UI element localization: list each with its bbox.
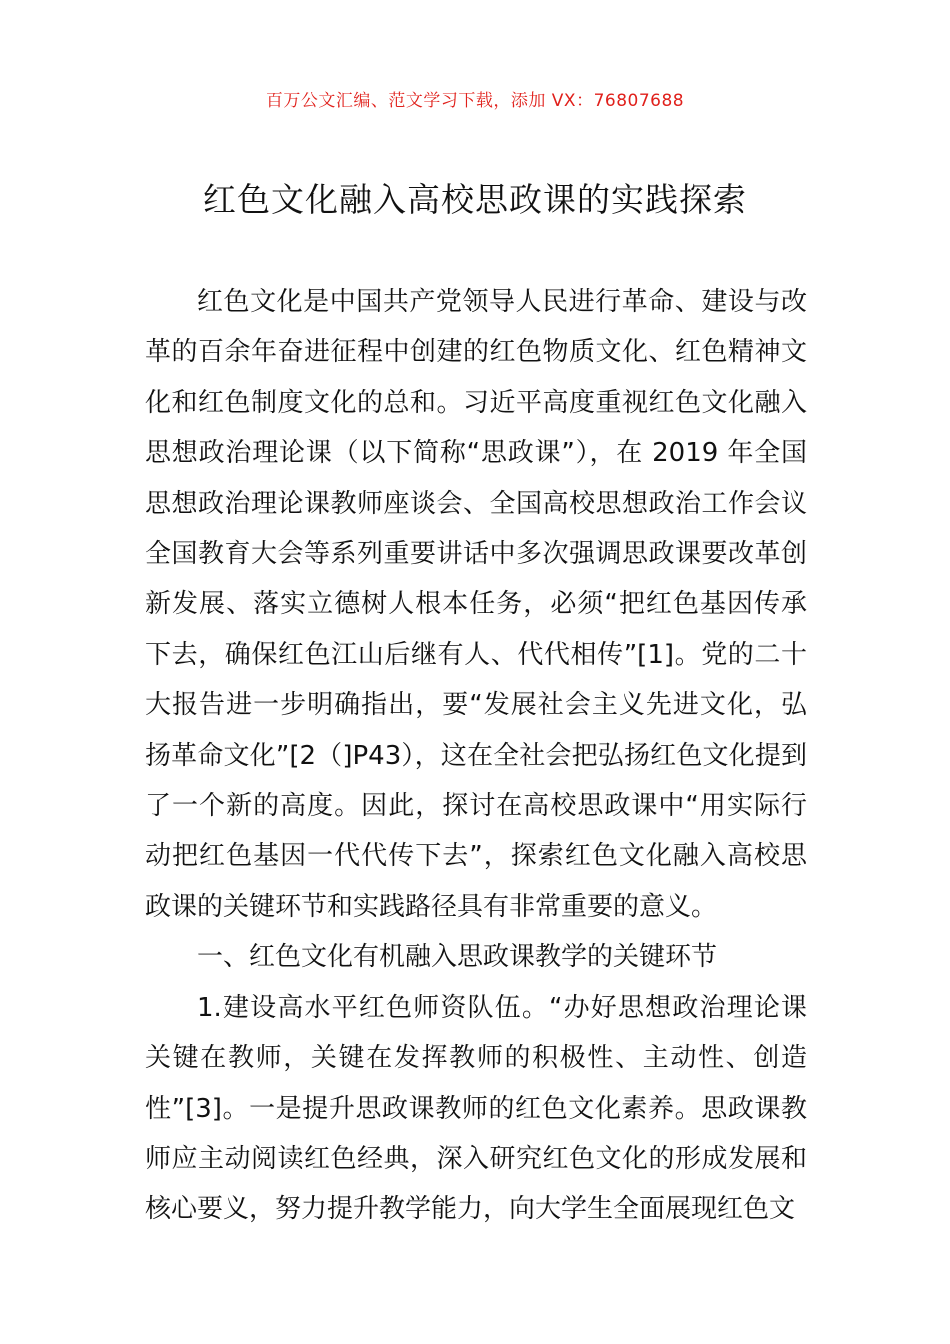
document-title: 红色文化融入高校思政课的实践探索 — [203, 180, 747, 219]
intro-paragraph: 红色文化是中国共产党领导人民进行革命、建设与改革的百余年奋进征程中创建的红色物质文化、红色精神文化和红色制度文化的总和。习近平高度重视红色文化融入思想政治理论课（以下简称“思政课”），在 2019 年全国思想政治理论课教师座谈会、全国高校思想政治工作会议全国教育大会等系列重要讲话中多次强调思政课要改革创新发展、落实立德树人根本任务，必须“把红色基因传承下去，确保红色江山后继有人、代代相传”[1]。党的二十大报告进一步明确指出，要“发展社会主义先进文化，弘扬革命文化”[2（]P43），这在全社会把弘扬红色文化提到了一个新的高度。因此，探讨在高校思政课中“用实际行动把红色基因一代代传下去”，探索红色文化融入高校思政课的关键环节和实践路径具有非常重要的意义。 — [145, 287, 807, 922]
document-body — [145, 277, 807, 1235]
section-heading: 一、红色文化有机融入思政课教学的关键环节 — [197, 942, 718, 973]
header-watermark-note: 百万公文汇编、范文学习下载，添加 VX：76807688 — [265, 91, 685, 111]
subsection-paragraph: 1.建设高水平红色师资队伍。“办好思想政治理论课关键在教师，关键在发挥教师的积极性、主动性、创造性”[3]。一是提升思政课教师的红色文化素养。思政课教师应主动阅读红色经典，深入研究红色文化的形成发展和核心要义，努力提升教学能力，向大学生全面展现红色文 — [145, 992, 807, 1225]
